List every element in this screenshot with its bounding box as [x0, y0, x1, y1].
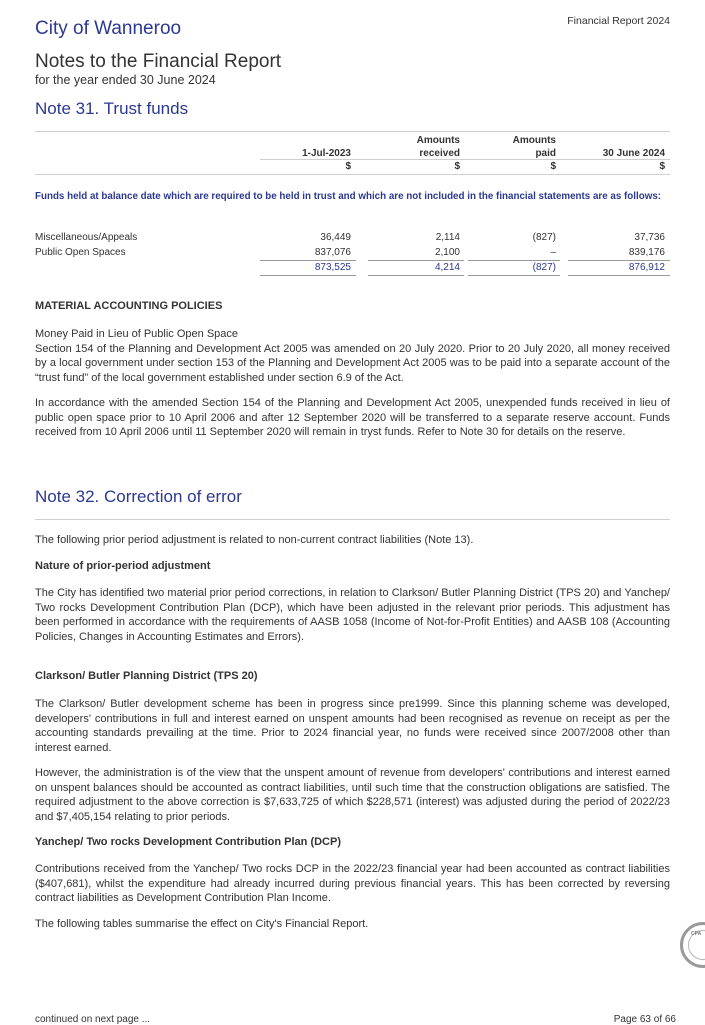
page-number: Page 63 of 66 [613, 1014, 676, 1025]
unit-received: $ [454, 161, 460, 172]
unit-paid: $ [550, 161, 556, 172]
unit-opening: $ [345, 161, 351, 172]
accreditation-seal-icon [680, 922, 705, 968]
col-header-received: Amounts received [416, 135, 460, 159]
page-subtitle: for the year ended 30 June 2024 [35, 73, 216, 87]
policy-text [35, 327, 670, 385]
total-line-bottom [260, 275, 356, 276]
unit-closing: $ [659, 161, 665, 172]
page-title: Notes to the Financial Report [35, 51, 282, 72]
report-label: Financial Report 2024 [567, 15, 670, 27]
note32-intro: The following prior period adjustment is related to non-current contract liabilities (Note 13). [35, 534, 474, 546]
note31-heading: Note 31. Trust funds [35, 99, 189, 118]
cell-pos-paid: – [550, 247, 556, 258]
note31-top-rule [35, 131, 670, 132]
total-line-bottom [568, 275, 670, 276]
col-header-paid: Amounts paid [512, 135, 556, 159]
organisation-name: City of Wanneroo [35, 18, 182, 39]
total-line-top [468, 260, 560, 261]
units-rule [260, 159, 670, 160]
cell-misc-paid: (827) [532, 232, 556, 243]
total-opening: 873,525 [314, 262, 351, 273]
clarkson-heading: Clarkson/ Butler Planning District (TPS 20) [35, 670, 258, 682]
row-label-pos: Public Open Spaces [35, 247, 126, 258]
total-closing: 876,912 [628, 262, 665, 273]
policy-subheading: Money Paid in Lieu of Public Open Space [35, 328, 239, 340]
clarkson-paragraph-2: However, the administration is of the view that the unspent amount of revenue from developers' contributions and interest earned on unspent balances should be accounted as contract liabilities, until such time that the construction obligations are satisfied. The required adjustment to the above correction is $7,633,725 of which $228,571 (interest) was adjusted during the period of 2022/23 and $7,405,154 relating to prior periods. [35, 767, 670, 823]
total-line-bottom [468, 275, 560, 276]
cell-misc-received: 2,114 [435, 232, 460, 243]
cell-pos-received: 2,100 [434, 247, 460, 258]
total-line-top [568, 260, 670, 261]
closing-sentence: The following tables summarise the effect on City's Financial Report. [35, 918, 369, 930]
row-label-misc: Miscellaneous/Appeals [35, 232, 138, 243]
yanchep-heading: Yanchep/ Two rocks Development Contribution Plan (DCP) [35, 836, 341, 848]
note32-heading: Note 32. Correction of error [35, 487, 242, 506]
nature-paragraph: The City has identified two material prior period corrections, in relation to Clarkson/ Butler Planning District (TPS 20) and Yanchep/ Two rocks Development Contribution Plan (DCP), which have been adjusted in the relevant prior periods. This adjustment has been performed in accordance with the requirements of AASB 1058 (Income of Not-for-Profit Entities) and AASB 108 (Accounting Policies, Changes in Accounting Estimates and Errors). [35, 587, 670, 643]
total-line-top [368, 260, 464, 261]
total-received: 4,214 [434, 262, 460, 273]
continued-note: continued on next page ... [35, 1014, 151, 1025]
total-paid: (827) [532, 262, 556, 273]
cell-misc-opening: 36,449 [320, 232, 351, 243]
funds-held-note: Funds held at balance date which are required to be held in trust and which are not included in the financial statements are as follows: [35, 191, 662, 202]
nature-heading: Nature of prior-period adjustment [35, 560, 211, 572]
seal-text: CPA [691, 931, 702, 937]
cell-pos-opening: 837,076 [314, 247, 351, 258]
clarkson-paragraph-1: The Clarkson/ Butler development scheme has been in progress since pre1999. Since this planning scheme was developed, developers' contributions in full and interest earned on unspent amounts had been recognised as revenue on receipt as per the accounting standards prevailing at the time. Prior to 2024 financial year, no funds were received since 2007/2008 other than interest earned. [35, 698, 670, 754]
total-line-top [260, 260, 356, 261]
header-bottom-rule [35, 174, 670, 175]
col-header-closing: 30 June 2024 [602, 147, 665, 159]
cell-pos-closing: 839,176 [628, 247, 665, 258]
col-header-opening: 1-Jul-2023 [302, 147, 351, 159]
policies-heading: MATERIAL ACCOUNTING POLICIES [35, 300, 223, 312]
policy-paragraph-2: In accordance with the amended Section 154 of the Planning and Development Act 2005, unexpended funds received in lieu of public open space prior to 10 April 2006 and after 12 September 2020 will be transferred to a separate reserve account. Funds received from 10 April 2006 until 11 September 2020 will remain in tryst funds. Refer to Note 30 for details on the reserve. [35, 397, 670, 438]
note32-rule [35, 519, 670, 520]
policy-paragraph-1: Section 154 of the Planning and Development Act 2005 was amended on 20 July 2020. Prior to 20 July 2020, all money received by a local government under section 153 of the Planning and Development Act 2005 was to be paid into a separate account of the “trust fund” of the local government established under section 6.9 of the Act. [35, 342, 670, 384]
total-line-bottom [368, 275, 464, 276]
cell-misc-closing: 37,736 [634, 232, 665, 243]
yanchep-paragraph: Contributions received from the Yanchep/ Two rocks DCP in the 2022/23 financial year had been accounted as contract liabilities ($407,681), whilst the expenditure had already incurred during previous financial years. This has been corrected by reversing contract liabilities as Development Contribution Plan Income. [35, 863, 670, 904]
